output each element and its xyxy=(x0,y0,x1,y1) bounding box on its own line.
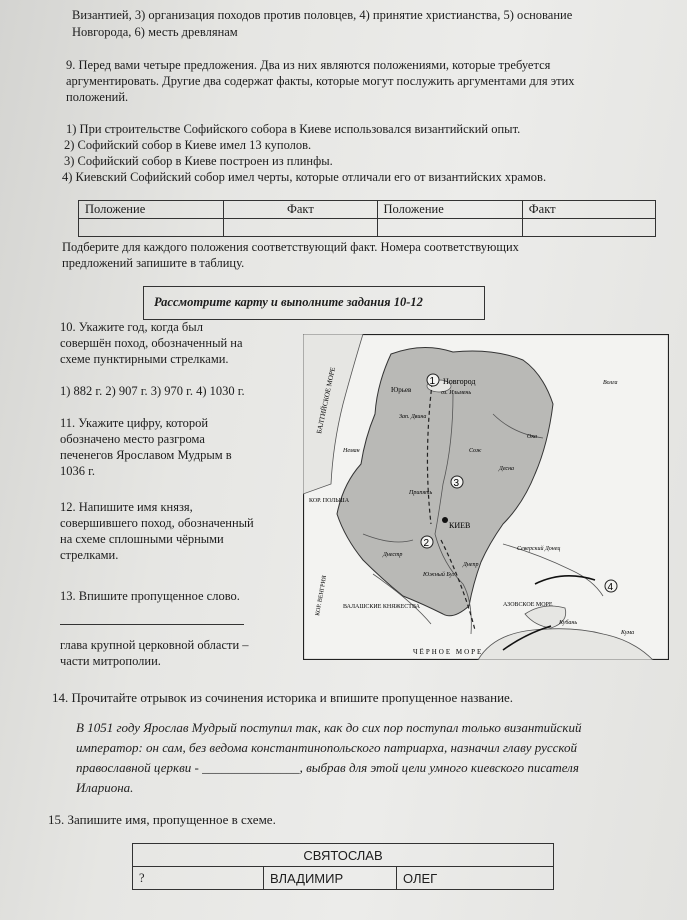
map-label-yuzh-bug: Южный Буг xyxy=(423,572,455,578)
map-label-zap-dvina: Зап. Двина xyxy=(399,414,427,420)
map-marker-3: 3 xyxy=(453,478,460,489)
map-label-yuryev: Юрьев xyxy=(391,386,412,394)
q15-scheme-table xyxy=(132,843,554,890)
intro-line-2: Новгорода, 6) месть древлянам xyxy=(72,25,238,39)
map-label-kiev: КИЕВ xyxy=(449,521,471,530)
q14-answer-blank[interactable]: _______________ xyxy=(202,760,300,775)
q10-options: 1) 882 г. 2) 907 г. 3) 970 г. 4) 1030 г. xyxy=(60,384,245,398)
historical-map xyxy=(303,334,669,660)
map-label-black-sea: ЧЁРНОЕ МОРЕ xyxy=(413,648,484,656)
map-marker-2: 2 xyxy=(423,538,430,549)
q10-line-2: совершён поход, обозначенный на xyxy=(60,336,243,350)
map-instruction-text: Рассмотрите карту и выполните задания 10-12 xyxy=(154,295,423,309)
q14-paragraph-2: император: он сам, без ведома константинопольского патриарха, назначил главу русской xyxy=(76,740,577,755)
map-label-volga: Волга xyxy=(603,380,618,386)
map-label-ilmen: оз. Ильмень xyxy=(441,390,472,396)
map-label-donets: Северский Донец xyxy=(517,546,561,552)
q9-header-fact-2: Факт xyxy=(522,201,655,219)
map-label-novgorod: Новгород xyxy=(443,377,476,386)
q12-line-4: стрелками. xyxy=(60,548,119,562)
q11-line-2: обозначено место разгрома xyxy=(60,432,205,446)
map-label-wallachia: ВАЛАШСКИЕ КНЯЖЕСТВА xyxy=(343,604,420,610)
q15-top-cell: СВЯТОСЛАВ xyxy=(133,844,554,867)
q9-header-position-1: Положение xyxy=(79,201,224,219)
q12-line-2: совершившего поход, обозначенный xyxy=(60,516,254,530)
q11-line-1: 11. Укажите цифру, которой xyxy=(60,416,209,430)
map-label-sozh: Сож xyxy=(469,448,482,454)
q9-header-position-2: Положение xyxy=(377,201,522,219)
q9-title-3: положений. xyxy=(66,90,129,104)
map-label-kuma: Кума xyxy=(621,630,635,636)
map-label-baltic: БАЛТИЙСКОЕ МОРЕ xyxy=(315,366,338,435)
q9-sentence-3: 3) Софийский собор в Киеве построен из плинфы. xyxy=(64,154,333,168)
q9-sentence-4: 4) Киевский Софийский собор имел черты, которые отличали его от византийских храмов. xyxy=(62,170,547,184)
intro-line-1: Византией, 3) организация походов против половцев, 4) принятие христианства, 5) основание xyxy=(72,8,573,22)
kiev-city-icon xyxy=(442,517,448,523)
q9-title-1: 9. Перед вами четыре предложения. Два из них являются положениями, которые требуется xyxy=(66,58,551,72)
q13-line-3: части митрополии. xyxy=(60,654,161,668)
map-label-hungary: КОР. ВЕНГРИЯ xyxy=(315,575,329,617)
q14-title: 14. Прочитайте отрывок из сочинения историка и впишите пропущенное название. xyxy=(52,690,514,705)
q9-answer-cell-3[interactable] xyxy=(377,219,522,237)
q14-paragraph-3a: православной церкви - xyxy=(76,760,203,775)
q9-sentence-1: 1) При строительстве Софийского собора в Киеве использовался византийский опыт. xyxy=(66,122,521,136)
q14-paragraph-3 xyxy=(76,760,579,775)
map-instruction-box xyxy=(143,286,485,320)
map-label-dnestr: Днестр xyxy=(383,552,403,558)
q9-answer-cell-1[interactable] xyxy=(79,219,224,237)
q9-sentence-2: 2) Софийский собор в Киеве имел 13 куполов. xyxy=(64,138,312,152)
q14-paragraph-3b: , выбрав для этой цели умного киевского писателя xyxy=(299,760,579,775)
q13-answer-line[interactable] xyxy=(60,624,244,625)
q15-vladimir-cell: ВЛАДИМИР xyxy=(264,867,397,890)
map-label-oka: Ока xyxy=(527,434,537,440)
q11-line-4: 1036 г. xyxy=(60,464,95,478)
map-label-neman: Неман xyxy=(343,448,360,454)
q15-oleg-cell: ОЛЕГ xyxy=(397,867,554,890)
q15-missing-cell[interactable]: ? xyxy=(133,867,264,890)
map-marker-4: 4 xyxy=(607,582,614,593)
q10-line-1: 10. Укажите год, когда был xyxy=(60,320,203,334)
map-label-azov: АЗОВСКОЕ МОРЕ xyxy=(503,602,553,608)
q9-answer-cell-4[interactable] xyxy=(522,219,655,237)
q10-line-3: схеме пунктирными стрелками. xyxy=(60,352,229,366)
map-label-desna: Десна xyxy=(499,466,515,472)
q12-line-1: 12. Напишите имя князя, xyxy=(60,500,193,514)
q9-answer-table xyxy=(78,200,656,237)
q14-paragraph-1: В 1051 году Ярослав Мудрый поступил так, как до сих пор поступал только византийский xyxy=(76,720,582,735)
map-label-dnepr: Днепр xyxy=(463,562,479,568)
q9-title-2: аргументировать. Другие два содержат факты, которые могут послужить аргументами для этих xyxy=(66,74,575,88)
q9-header-fact-1: Факт xyxy=(224,201,377,219)
map-label-poland: КОР. ПОЛЬША xyxy=(309,498,350,504)
map-label-kuban: Кубань xyxy=(559,620,578,626)
q9-after-2: предложений запишите в таблицу. xyxy=(62,256,245,270)
q9-answer-cell-2[interactable] xyxy=(224,219,377,237)
q9-after-1: Подберите для каждого положения соответствующий факт. Номера соответствующих xyxy=(62,240,519,254)
q14-paragraph-4: Илариона. xyxy=(76,780,134,795)
q12-line-3: на схеме сплошными чёрными xyxy=(60,532,224,546)
map-label-pripyat: Припять xyxy=(409,490,433,496)
q15-title: 15. Запишите имя, пропущенное в схеме. xyxy=(48,812,276,827)
q11-line-3: печенегов Ярославом Мудрым в xyxy=(60,448,232,462)
q13-line-2: глава крупной церковной области – xyxy=(60,638,249,652)
map-marker-1: 1 xyxy=(429,376,436,387)
q13-line-1: 13. Впишите пропущенное слово. xyxy=(60,589,240,603)
